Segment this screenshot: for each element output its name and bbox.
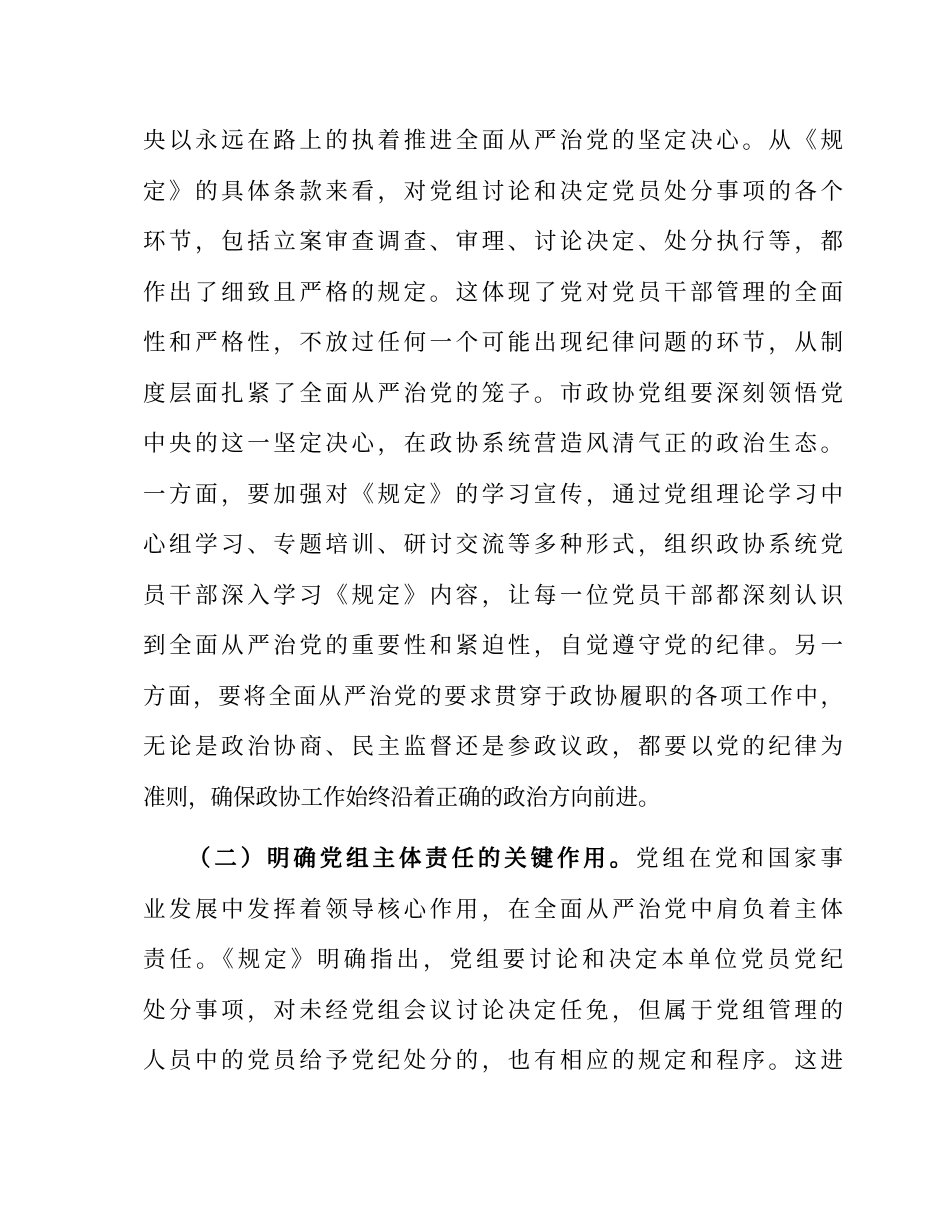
text-line: 人员中的党员给予党纪处分的，也有相应的规定和程序。这进	[143, 1048, 843, 1074]
text-line: 准则，确保政协工作始终沿着正确的政治方向前进。	[143, 784, 661, 811]
section-heading: （二）明确党组主体责任的关键作用。	[188, 846, 636, 872]
text-line: 作出了细致且严格的规定。这体现了党对党员干部管理的全面	[143, 279, 843, 306]
text-line: 到全面从严治党的重要性和紧迫性，自觉遵守党的纪律。另一	[143, 633, 843, 659]
text-line: 方面，要将全面从严治党的要求贯穿于政协履职的各项工作中，	[143, 683, 843, 710]
paragraph-1	[143, 116, 843, 823]
text-line: 处分事项，对未经党组会议讨论决定任免，但属于党组管理的	[143, 997, 843, 1024]
document-body	[143, 116, 843, 1087]
text-line: 一方面，要加强对《规定》的学习宣传，通过党组理论学习中	[143, 481, 843, 508]
text-line: 性和严格性，不放过任何一个可能出现纪律问题的环节，从制	[143, 330, 843, 356]
text-line: 央以永远在路上的执着推进全面从严治党的坚定决心。从《规	[143, 128, 843, 154]
text-line: 责任。《规定》明确指出，党组要讨论和决定本单位党员党纪	[143, 947, 843, 973]
paragraph-first-line	[143, 834, 843, 885]
text-line: 业发展中发挥着领导核心作用，在全面从严治党中肩负着主体	[143, 896, 843, 923]
paragraph-spacer	[143, 823, 843, 834]
paragraph-2	[143, 834, 843, 1087]
text-line: 员干部深入学习《规定》内容，让每一位党员干部都深刻认识	[143, 582, 843, 609]
text-line: 心组学习、专题培训、研讨交流等多种形式，组织政协系统党	[143, 532, 843, 558]
text-line: 度层面扎紧了全面从严治党的笼子。市政协党组要深刻领悟党	[143, 380, 843, 407]
text-line: 中央的这一坚定决心，在政协系统营造风清气正的政治生态。	[143, 431, 843, 457]
text-line: 无论是政治协商、民主监督还是参政议政，都要以党的纪律为	[143, 734, 843, 760]
text-span: 党组在党和国家事	[636, 846, 843, 872]
text-line: 定》的具体条款来看，对党组讨论和决定党员处分事项的各个	[143, 178, 843, 205]
text-line: 环节，包括立案审查调查、审理、讨论决定、处分执行等，都	[143, 229, 843, 255]
